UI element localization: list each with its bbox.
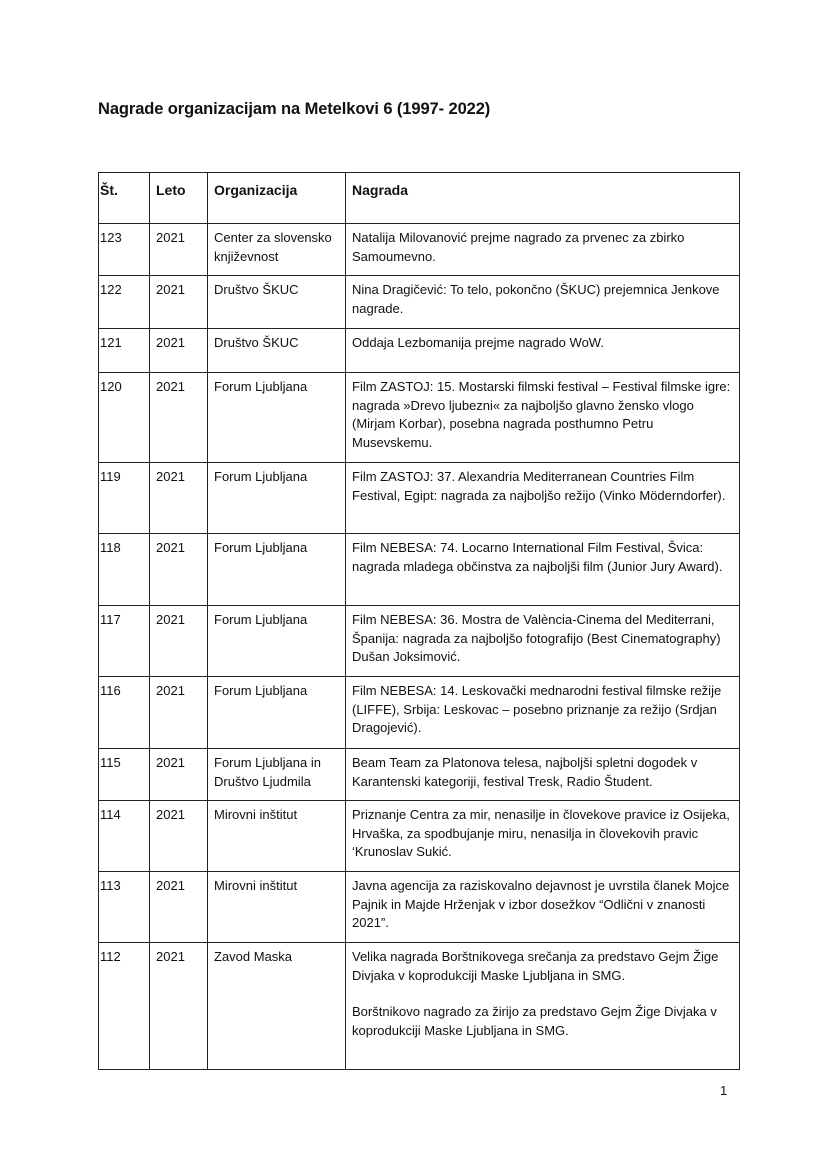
row-award-cell <box>346 749 740 801</box>
row-organization-cell: Mirovni inštitut <box>208 872 346 943</box>
row-year-cell: 2021 <box>150 373 208 463</box>
row-year-cell: 2021 <box>150 329 208 373</box>
row-year-cell: 2021 <box>150 224 208 276</box>
row-organization-cell: Forum Ljubljana in Društvo Ljudmila <box>208 749 346 801</box>
award-text: Natalija Milovanović prejme nagrado za prvenec za zbirko Samoumevno. <box>352 230 685 264</box>
row-year-cell: 2021 <box>150 872 208 943</box>
table-row <box>99 329 740 373</box>
row-organization-cell: Mirovni inštitut <box>208 801 346 872</box>
award-text: Borštnikovo nagrado za žirijo za predstavo Gejm Žige Divjaka v koprodukciji Maske Ljubljana in SMG. <box>352 1004 717 1038</box>
award-text: Nina Dragičević: To telo, pokončno (ŠKUC) prejemnica Jenkove nagrade. <box>352 282 720 316</box>
row-number-cell: 115 <box>99 749 150 801</box>
table-row <box>99 224 740 276</box>
table-row <box>99 606 740 677</box>
row-year-cell: 2021 <box>150 677 208 749</box>
row-number-cell: 116 <box>99 677 150 749</box>
award-text: Javna agencija za raziskovalno dejavnost je uvrstila članek Mojce Pajnik in Majde Hrženjak v izbor dosežkov “Odlični v znanosti 2021”. <box>352 878 730 930</box>
column-header-number: Št. <box>99 173 150 224</box>
award-text: Film NEBESA: 36. Mostra de València-Cinema del Mediterrani, Španija: nagrada za najboljšo fotografijo (Best Cinematography) Dušan Joksimović. <box>352 612 721 664</box>
row-number-cell: 119 <box>99 463 150 534</box>
award-text: Velika nagrada Borštnikovega srečanja za predstavo Gejm Žige Divjaka v koprodukciji Maske Ljubljana in SMG. <box>352 949 719 983</box>
row-number-cell: 113 <box>99 872 150 943</box>
table-row <box>99 749 740 801</box>
row-number-cell: 118 <box>99 534 150 606</box>
table-header-row <box>99 173 740 224</box>
row-award-cell <box>346 373 740 463</box>
table-row <box>99 801 740 872</box>
row-organization-cell: Forum Ljubljana <box>208 677 346 749</box>
column-header-year: Leto <box>150 173 208 224</box>
row-year-cell: 2021 <box>150 801 208 872</box>
row-year-cell: 2021 <box>150 606 208 677</box>
awards-table <box>98 172 740 1070</box>
table-row <box>99 463 740 534</box>
award-text: Priznanje Centra za mir, nenasilje in človekove pravice iz Osijeka, Hrvaška, za spodbujanje miru, nenasilja in človekovih pravic ‘Krunoslav Sukić. <box>352 807 730 859</box>
row-award-cell <box>346 943 740 1070</box>
table-row <box>99 872 740 943</box>
table-row <box>99 943 740 1070</box>
table-row <box>99 276 740 329</box>
row-year-cell: 2021 <box>150 276 208 329</box>
page-number: 1 <box>720 1083 728 1098</box>
award-text: Oddaja Lezbomanija prejme nagrado WoW. <box>352 335 604 350</box>
row-organization-cell: Društvo ŠKUC <box>208 276 346 329</box>
row-award-cell <box>346 606 740 677</box>
row-organization-cell: Forum Ljubljana <box>208 373 346 463</box>
column-header-award: Nagrada <box>346 173 740 224</box>
row-organization-cell: Društvo ŠKUC <box>208 329 346 373</box>
row-number-cell: 114 <box>99 801 150 872</box>
row-award-cell <box>346 463 740 534</box>
row-award-cell <box>346 801 740 872</box>
row-number-cell: 120 <box>99 373 150 463</box>
row-number-cell: 117 <box>99 606 150 677</box>
row-number-cell: 122 <box>99 276 150 329</box>
row-organization-cell: Center za slovensko književnost <box>208 224 346 276</box>
row-award-cell <box>346 872 740 943</box>
table-row <box>99 534 740 606</box>
row-number-cell: 121 <box>99 329 150 373</box>
row-number-cell: 123 <box>99 224 150 276</box>
row-organization-cell: Forum Ljubljana <box>208 463 346 534</box>
award-text: Film NEBESA: 74. Locarno International Film Festival, Švica: nagrada mladega občinstva za najboljši film (Junior Jury Award). <box>352 540 723 574</box>
award-text: Beam Team za Platonova telesa, najboljši spletni dogodek v Karantenski kategoriji, festival Tresk, Radio Študent. <box>352 755 698 789</box>
row-number-cell: 112 <box>99 943 150 1070</box>
table-row <box>99 373 740 463</box>
row-year-cell: 2021 <box>150 749 208 801</box>
row-award-cell <box>346 224 740 276</box>
award-text: Film ZASTOJ: 15. Mostarski filmski festival – Festival filmske igre: nagrada »Drevo ljubezni« za najboljšo glavno žensko vlogo (Mirjam Korbar), posebna nagrada posthumno Petru Musevskemu. <box>352 379 731 450</box>
row-year-cell: 2021 <box>150 463 208 534</box>
table-body <box>99 224 740 1070</box>
row-award-cell <box>346 276 740 329</box>
row-organization-cell: Forum Ljubljana <box>208 606 346 677</box>
row-year-cell: 2021 <box>150 943 208 1070</box>
page-title: Nagrade organizacijam na Metelkovi 6 (1997- 2022) <box>98 100 491 118</box>
row-award-cell <box>346 534 740 606</box>
award-text: Film ZASTOJ: 37. Alexandria Mediterranean Countries Film Festival, Egipt: nagrada za najboljšo režijo (Vinko Möderndorfer). <box>352 469 726 503</box>
row-year-cell: 2021 <box>150 534 208 606</box>
column-header-organization: Organizacija <box>208 173 346 224</box>
award-text: Film NEBESA: 14. Leskovački mednarodni festival filmske režije (LIFFE), Srbija: Leskovac – posebno priznanje za režijo (Srdjan Dragojević). <box>352 683 722 735</box>
row-award-cell <box>346 677 740 749</box>
row-organization-cell: Forum Ljubljana <box>208 534 346 606</box>
table-row <box>99 677 740 749</box>
row-organization-cell: Zavod Maska <box>208 943 346 1070</box>
row-award-cell <box>346 329 740 373</box>
